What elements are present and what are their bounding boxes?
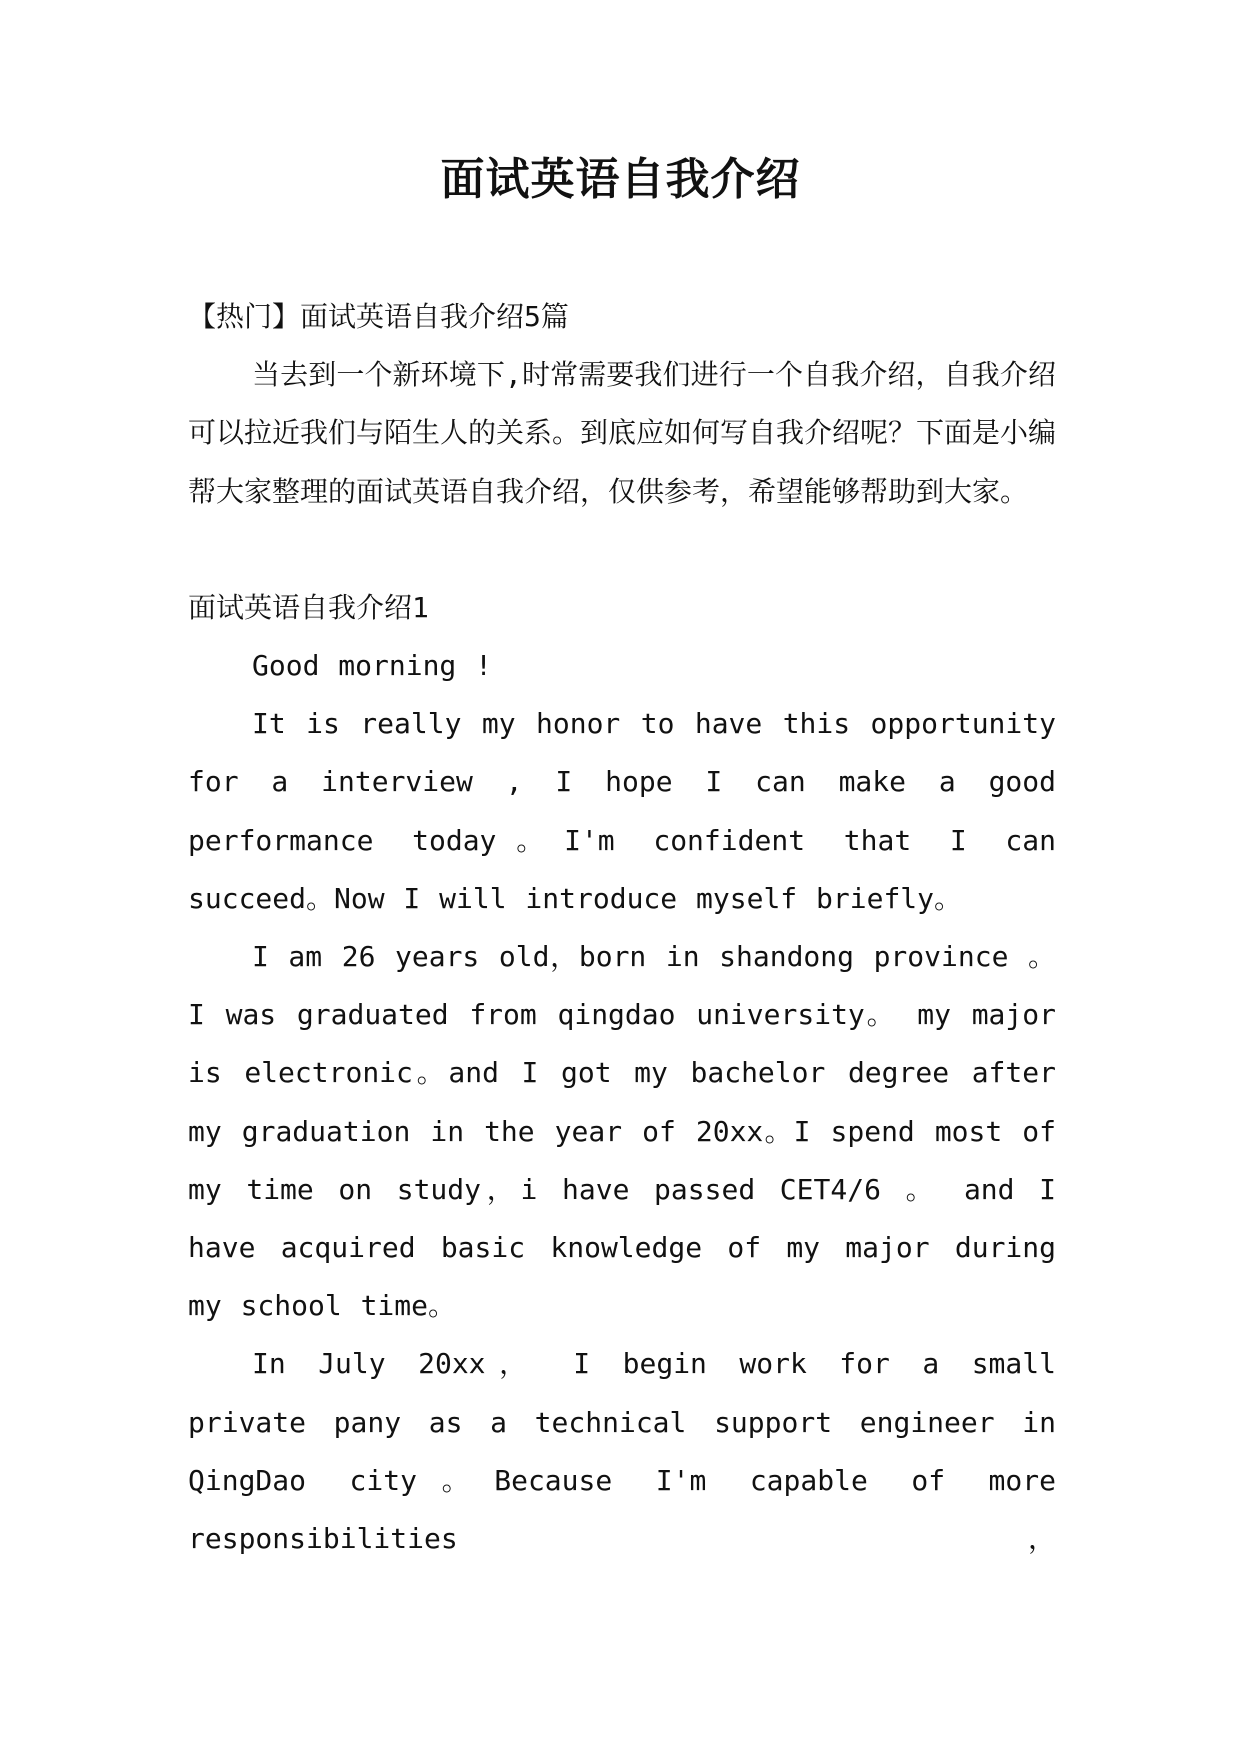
paragraph-spacer [188,521,1056,579]
document-title: 面试英语自我介绍 [440,154,801,205]
document-subtitle: 【热门】面试英语自我介绍5篇 [188,300,569,333]
body-paragraph: I am 26 years old，born in shandong province 。I was graduated from qingdao university。 my major is electronic。and I got my bachelor degree after my graduation in the year of 20xx。I spend most of my time on study，i have passed CET4/6 。 and I have acquired basic knowledge of my major during my school time。 [188,940,1056,1323]
document-body [188,288,1056,1568]
intro-paragraph: 当去到一个新环境下,时常需要我们进行一个自我介绍，自我介绍可以拉近我们与陌生人的关系。到底应如何写自我介绍呢？下面是小编帮大家整理的面试英语自我介绍，仅供参考，希望能够帮助到大家。 [188,358,1057,508]
body-paragraph: In July 20xx， I begin work for a small private pany as a technical support engineer in QingDao city。Because I'm capable of more responsibilities， [188,1347,1056,1556]
greeting-paragraph: Good morning ! [252,649,493,683]
body-paragraph: It is really my honor to have this opportunity for a interview , I hope I can make a good performance today。I'm confident that I can succeed。Now I will introduce myself briefly。 [188,707,1056,915]
section-heading: 面试英语自我介绍1 [188,590,429,624]
